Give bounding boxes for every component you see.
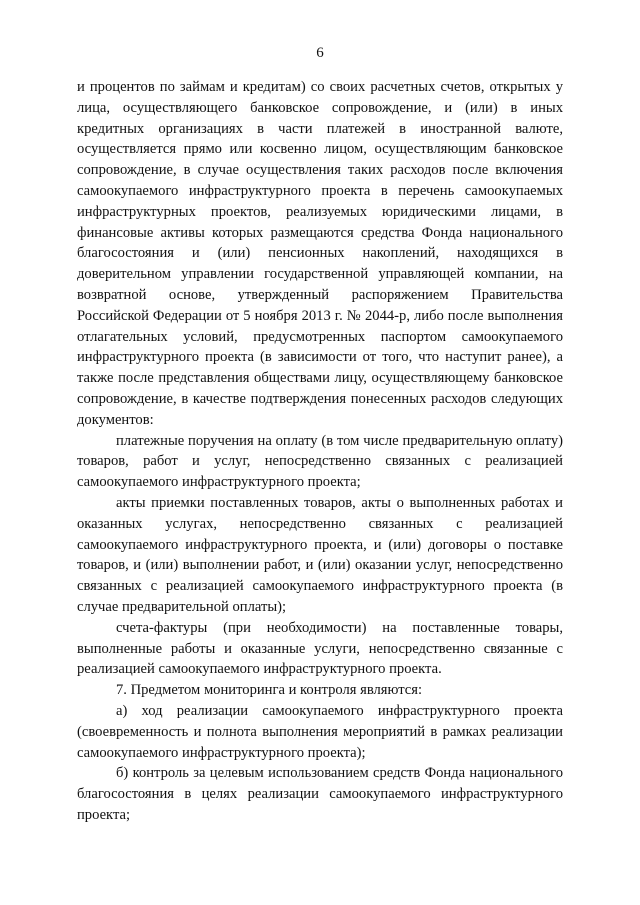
paragraph-invoices: счета-фактуры (при необходимости) на поставленные товары, выполненные работы и оказанные услуги, непосредственно связанные с реализацией самоокупаемого инфраструктурного проекта. — [77, 619, 563, 678]
paragraph-continuation: и процентов по займам и кредитам) со своих расчетных счетов, открытых у лица, осуществляющего банковское сопровождение, и (или) в иных кредитных организациях в части платежей в иностранной валюте, осуществляется прямо или косвенно лицом, осуществляющим банковское сопровождение, в случае осуществления таких расходов после включения самоокупаемого инфраструктурного проекта в перечень самоокупаемых инфраструктурных проектов, реализуемых юридическими лицами, в финансовые активы которых размещаются средства Фонда национального благосостояния и (или) пенсионных накоплений, находящихся в доверительном управлении государственной управляющей компании, на возвратной основе, утвержденный распоряжением Правительства Российской Федерации от 5 ноября 2013 г. № 2044-р, либо после выполнения отлагательных условий, предусмотренных паспортом самоокупаемого инфраструктурного проекта (в зависимости от того, что наступит ранее), а также после представления обществами лицу, осуществляющему банковское сопровождение, в качестве подтверждения понесенных расходов следующих документов: — [77, 79, 563, 428]
page-number: 6 — [316, 45, 324, 61]
paragraph-item-a: а) ход реализации самоокупаемого инфраструктурного проекта (своевременность и полнота выполнения мероприятий в рамках реализации самоокупаемого инфраструктурного проекта); — [77, 702, 563, 761]
paragraph-item-b: б) контроль за целевым использованием средств Фонда национального благосостояния в целях реализации самоокупаемого инфраструктурного проекта; — [77, 765, 563, 823]
paragraph-acceptance-acts: акты приемки поставленных товаров, акты о выполненных работах и оказанных услугах, непосредственно связанных с реализацией самоокупаемого инфраструктурного проекта, и (или) договоры о поставке товаров, и (или) выполнении работ, и (или) оказании услуг, непосредственно связанных с реализацией самоокупаемого инфраструктурного проекта (в случае предварительной оплаты); — [77, 494, 563, 615]
document-body — [77, 77, 563, 826]
paragraph-section-7: 7. Предметом мониторинга и контроля являются: — [116, 682, 423, 699]
paragraph-payment-orders: платежные поручения на оплату (в том числе предварительную оплату) товаров, работ и услуг, непосредственно связанных с реализацией самоокупаемого инфраструктурного проекта; — [77, 432, 563, 491]
